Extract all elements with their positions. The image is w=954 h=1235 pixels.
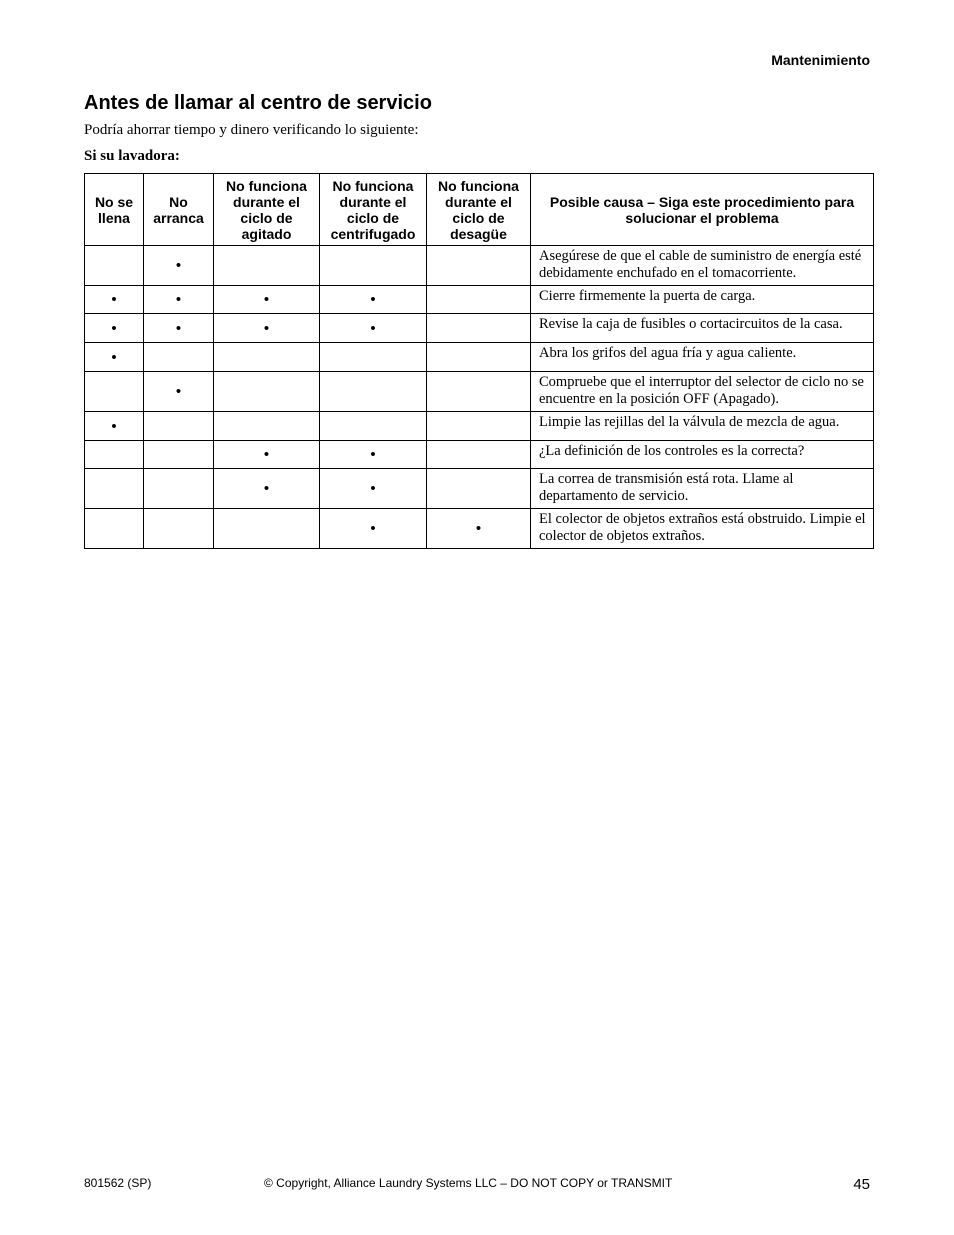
troubleshooting-table: [84, 173, 874, 549]
empty-cell: [144, 412, 214, 441]
bullet-mark: •: [214, 286, 320, 314]
bullet-mark: •: [214, 441, 320, 469]
section-header: Mantenimiento: [771, 52, 870, 68]
cause-text: Cierre firmemente la puerta de carga.: [531, 286, 874, 314]
cause-text: Asegúrese de que el cable de suministro de energía esté debidamente enchufado en el tomacorriente.: [531, 246, 874, 286]
bullet-mark: •: [85, 314, 144, 343]
empty-cell: [85, 372, 144, 412]
empty-cell: [320, 246, 427, 286]
table-row: [85, 509, 874, 549]
table-row: [85, 412, 874, 441]
bullet-mark: •: [85, 412, 144, 441]
empty-cell: [427, 469, 531, 509]
table-body: [85, 246, 874, 549]
cause-text: Revise la caja de fusibles o cortacircuitos de la casa.: [531, 314, 874, 343]
bullet-mark: •: [144, 246, 214, 286]
empty-cell: [320, 343, 427, 372]
column-header-agitado: No funciona durante el ciclo de agitado: [214, 174, 320, 246]
column-header-posible-causa: Posible causa – Siga este procedimiento para solucionar el problema: [531, 174, 874, 246]
bullet-mark: •: [320, 314, 427, 343]
table-row: [85, 286, 874, 314]
page-number: 45: [853, 1176, 870, 1193]
bullet-mark: •: [320, 441, 427, 469]
empty-cell: [214, 412, 320, 441]
empty-cell: [320, 412, 427, 441]
bullet-mark: •: [427, 509, 531, 549]
empty-cell: [320, 372, 427, 412]
bullet-mark: •: [144, 286, 214, 314]
cause-text: ¿La definición de los controles es la correcta?: [531, 441, 874, 469]
bullet-mark: •: [144, 372, 214, 412]
empty-cell: [214, 246, 320, 286]
empty-cell: [85, 246, 144, 286]
empty-cell: [427, 412, 531, 441]
empty-cell: [427, 441, 531, 469]
bullet-mark: •: [320, 469, 427, 509]
empty-cell: [427, 286, 531, 314]
table-row: [85, 314, 874, 343]
cause-text: Abra los grifos del agua fría y agua caliente.: [531, 343, 874, 372]
table-row: [85, 372, 874, 412]
column-header-no-arranca: No arranca: [144, 174, 214, 246]
bullet-mark: •: [320, 286, 427, 314]
empty-cell: [427, 372, 531, 412]
page-title: Antes de llamar al centro de servicio: [84, 92, 432, 114]
document-code: 801562 (SP): [84, 1176, 152, 1190]
cause-text: El colector de objetos extraños está obstruido. Limpie el colector de objetos extraños.: [531, 509, 874, 549]
column-header-desague: No funciona durante el ciclo de desagüe: [427, 174, 531, 246]
intro-text: Podría ahorrar tiempo y dinero verificando lo siguiente:: [84, 122, 419, 138]
bullet-mark: •: [144, 314, 214, 343]
empty-cell: [214, 372, 320, 412]
empty-cell: [427, 343, 531, 372]
bullet-mark: •: [85, 286, 144, 314]
empty-cell: [144, 469, 214, 509]
column-header-centrifugado: No funciona durante el ciclo de centrifugado: [320, 174, 427, 246]
table-row: [85, 246, 874, 286]
empty-cell: [85, 509, 144, 549]
table-row: [85, 441, 874, 469]
bullet-mark: •: [214, 314, 320, 343]
table-row: [85, 343, 874, 372]
empty-cell: [144, 509, 214, 549]
empty-cell: [214, 343, 320, 372]
cause-text: Compruebe que el interruptor del selector de ciclo no se encuentre en la posición OFF (Apagado).: [531, 372, 874, 412]
empty-cell: [85, 441, 144, 469]
cause-text: Limpie las rejillas del la válvula de mezcla de agua.: [531, 412, 874, 441]
empty-cell: [144, 343, 214, 372]
cause-text: La correa de transmisión está rota. Llame al departamento de servicio.: [531, 469, 874, 509]
table-header-row: [85, 174, 874, 246]
column-header-no-llena: No se llena: [85, 174, 144, 246]
empty-cell: [427, 314, 531, 343]
table-row: [85, 469, 874, 509]
bullet-mark: •: [214, 469, 320, 509]
bullet-mark: •: [320, 509, 427, 549]
bullet-mark: •: [85, 343, 144, 372]
copyright-notice: © Copyright, Alliance Laundry Systems LLC – DO NOT COPY or TRANSMIT: [264, 1176, 673, 1190]
empty-cell: [214, 509, 320, 549]
table-subheading: Si su lavadora:: [84, 148, 180, 164]
empty-cell: [144, 441, 214, 469]
empty-cell: [85, 469, 144, 509]
empty-cell: [427, 246, 531, 286]
